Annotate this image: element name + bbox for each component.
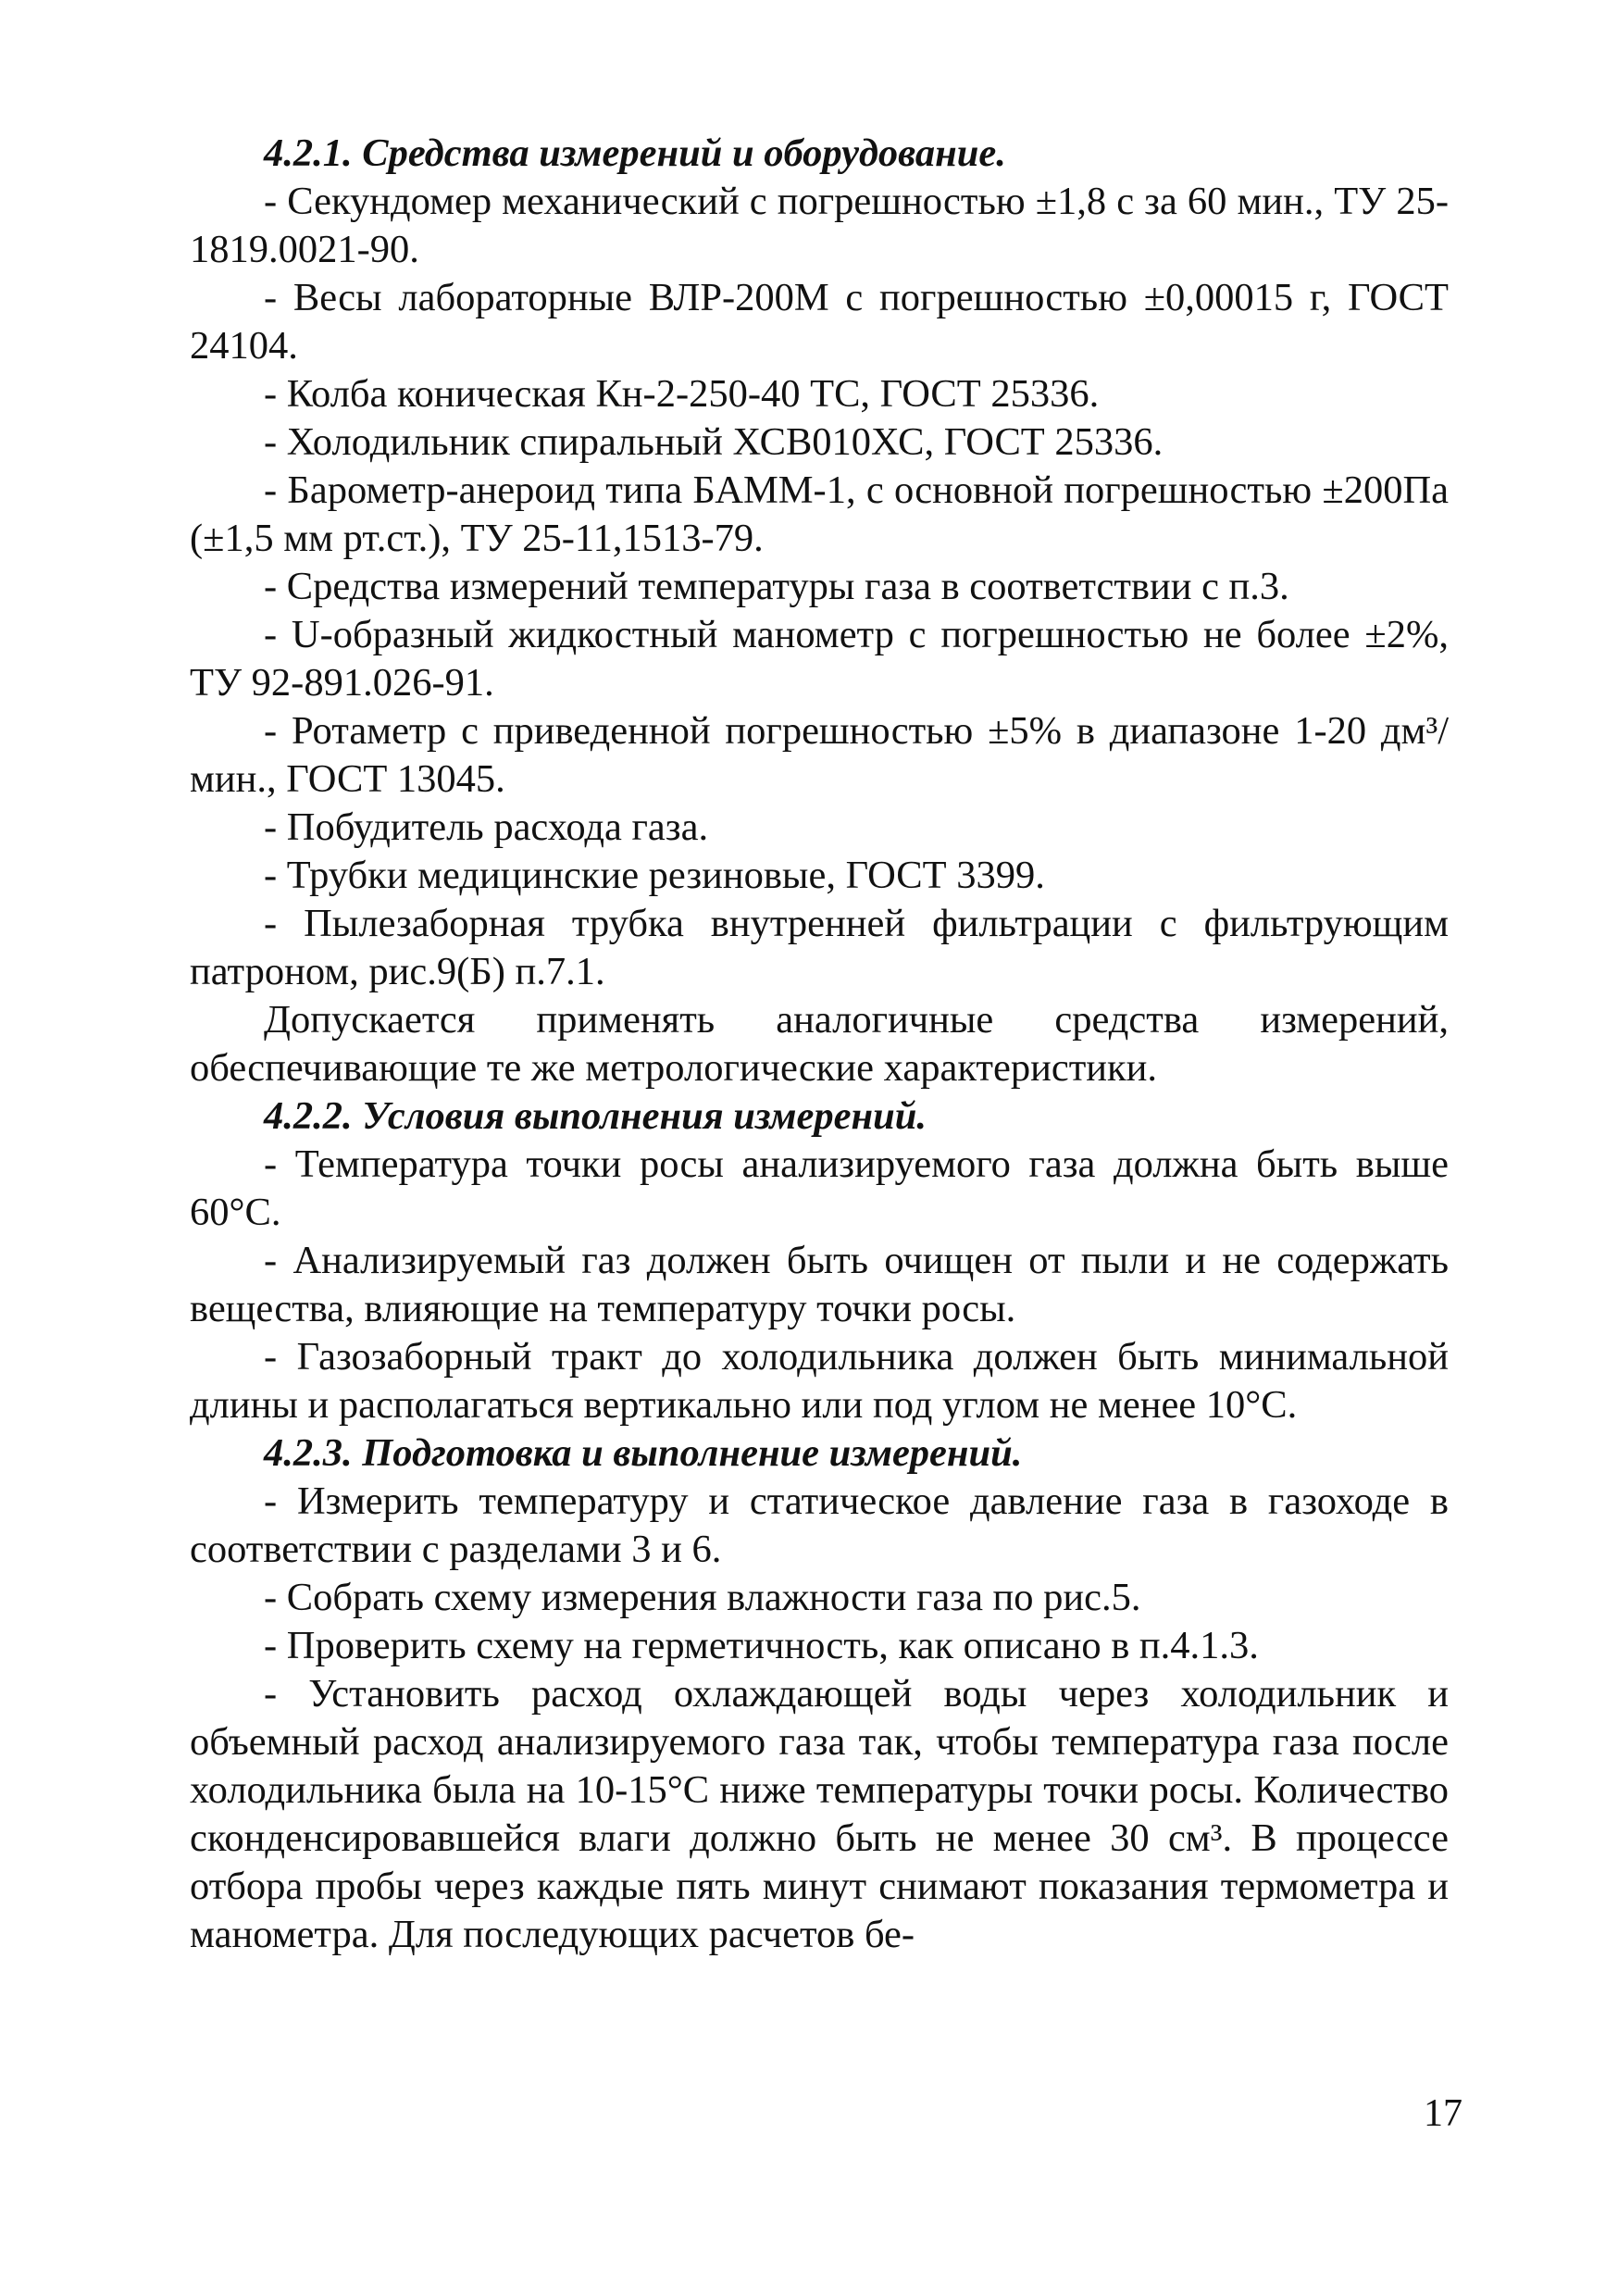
list-item-dust-tube: - Пылезаборная трубка внутренней фильтрации с фильтрующим патроном, рис.9(Б) п.7.1.: [190, 902, 1449, 993]
list-item-dew-point: - Температура точки росы анализируемого газа должна быть выше 60°С.: [190, 1142, 1449, 1234]
list-item-scales: - Весы лабораторные ВЛР-200М с погрешностью ±0,00015 г, ГОСТ 24104.: [190, 276, 1449, 368]
list-item-temperature-tools: - Средства измерений температуры газа в соответствии с п.3.: [264, 565, 1289, 608]
list-item-assemble-scheme: - Собрать схему измерения влажности газа по рис.5.: [264, 1576, 1141, 1619]
list-item-check-tightness: - Проверить схему на герметичность, как описано в п.4.1.3.: [264, 1624, 1259, 1667]
list-item-rotameter: - Ротаметр с приведенной погрешностью ±5% в диапазоне 1-20 дм³/мин., ГОСТ 13045.: [190, 709, 1449, 801]
list-item-gas-pump: - Побудитель расхода газа.: [264, 805, 709, 849]
list-item-stopwatch: - Секундомер механический с погрешностью ±1,8 с за 60 мин., ТУ 25-1819.0021-90.: [190, 180, 1449, 271]
list-item-gas-path: - Газозаборный тракт до холодильника должен быть минимальной длины и располагаться вертикально или под углом не менее 10°С.: [190, 1335, 1449, 1427]
page-number: 17: [1424, 2092, 1462, 2135]
list-item-condenser: - Холодильник спиральный ХСВ010ХС, ГОСТ 25336.: [264, 420, 1164, 464]
list-item-dust-free: - Анализируемый газ должен быть очищен от пыли и не содержать вещества, влияющие на температуру точки росы.: [190, 1239, 1449, 1330]
list-item-set-flow: - Установить расход охлаждающей воды через холодильник и объемный расход анализируемого газа так, чтобы температура газа после холодильника была на 10-15°С ниже температуры точки росы. Количество сконденсировавшейся влаги должно быть не менее 30 см³. В процессе отбора пробы через каждые пять минут снимают показания термометра и манометра. Для последующих расчетов бе-: [190, 1672, 1449, 1956]
paragraph-allowance-note: Допускается применять аналогичные средства измерений, обеспечивающие те же метрологические характеристики.: [190, 998, 1449, 1090]
document-page: [190, 130, 1449, 1959]
list-item-barometer: - Барометр-анероид типа БАММ-1, с основной погрешностью ±200Па (±1,5 мм рт.ст.), ТУ 25-11,1513-79.: [190, 468, 1449, 560]
list-item-manometer: - U-образный жидкостный манометр с погрешностью не более ±2%, ТУ 92-891.026-91.: [190, 613, 1449, 705]
section-heading-4-2-2: 4.2.2. Условия выполнения измерений.: [264, 1094, 927, 1138]
list-item-rubber-tubes: - Трубки медицинские резиновые, ГОСТ 3399.: [264, 854, 1045, 897]
list-item-flask: - Колба коническая Кн-2-250-40 ТС, ГОСТ 25336.: [264, 372, 1100, 416]
list-item-measure-temp-pressure: - Измерить температуру и статическое давление газа в газоходе в соответствии с разделами 3 и 6.: [190, 1479, 1449, 1571]
section-heading-4-2-1: 4.2.1. Средства измерений и оборудование.: [264, 131, 1006, 175]
section-heading-4-2-3: 4.2.3. Подготовка и выполнение измерений.: [264, 1431, 1023, 1475]
